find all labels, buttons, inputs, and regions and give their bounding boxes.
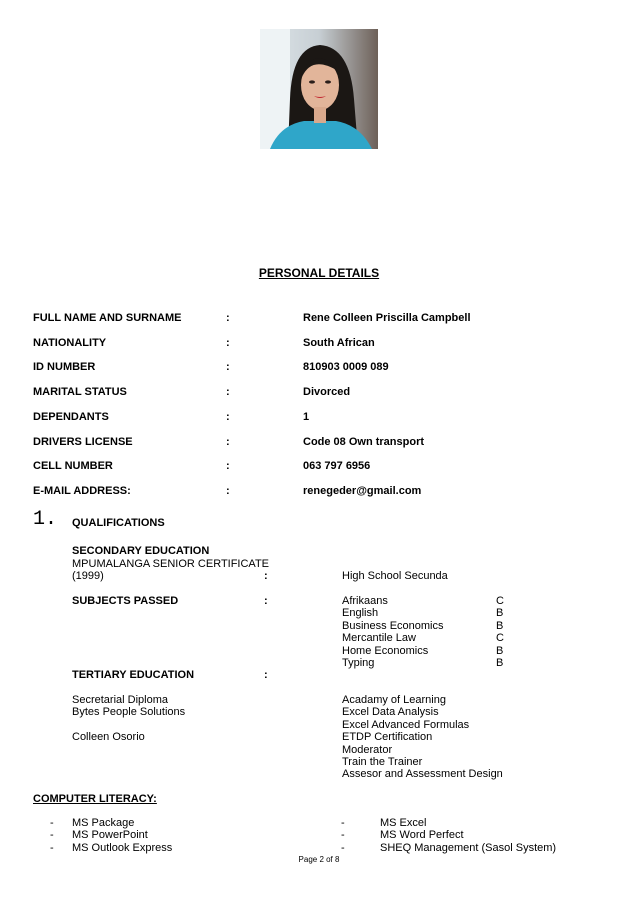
detail-colon: :: [226, 361, 230, 374]
detail-value: South African: [303, 336, 375, 349]
subject-name: English: [342, 607, 379, 620]
detail-row: [33, 460, 593, 474]
detail-label: DEPENDANTS: [33, 410, 109, 423]
detail-colon: :: [226, 460, 230, 473]
detail-row: [33, 436, 593, 450]
tertiary-course: ETDP Certification: [342, 731, 433, 744]
tertiary-education-heading: TERTIARY EDUCATION: [72, 669, 195, 681]
secondary-year: (1999): [72, 570, 104, 582]
subject-grade: B: [496, 644, 504, 657]
subject-grade: B: [496, 619, 504, 632]
page-title: PERSONAL DETAILS: [258, 266, 380, 280]
detail-label: MARITAL STATUS: [33, 386, 127, 399]
detail-colon: :: [226, 312, 230, 324]
detail-value: Code 08 Own transport: [303, 435, 425, 448]
detail-value: renegeder@gmail.com: [303, 484, 422, 497]
skill-item: SHEQ Management (Sasol System): [380, 841, 557, 854]
skill-item: MS PowerPoint: [72, 829, 148, 842]
detail-colon: :: [226, 336, 230, 349]
tertiary-institution: Colleen Osorio: [72, 731, 145, 744]
page-footer: Page 2 of 8: [298, 855, 340, 864]
detail-value: 063 797 6956: [303, 460, 371, 473]
subject-name: Business Economics: [342, 619, 444, 632]
skill-item: MS Word Perfect: [380, 829, 464, 842]
detail-value: 810903 0009 089: [303, 361, 389, 374]
subject-grade: B: [496, 657, 504, 669]
subject-name: Afrikaans: [342, 595, 388, 607]
section-number: 1.: [33, 508, 58, 531]
detail-label: CELL NUMBER: [33, 460, 113, 473]
detail-row: [33, 485, 593, 499]
detail-label: NATIONALITY: [33, 336, 107, 349]
secondary-certificate: MPUMALANGA SENIOR CERTIFICATE: [72, 558, 270, 570]
detail-row: [33, 386, 593, 400]
subject-grade: C: [496, 595, 504, 607]
detail-label: ID NUMBER: [33, 361, 96, 374]
detail-row: [33, 312, 593, 326]
bullet-dash: -: [50, 817, 54, 829]
tertiary-colon: :: [264, 669, 268, 681]
tertiary-course: Train the Trainer: [342, 756, 423, 768]
subject-name: Mercantile Law: [342, 632, 416, 645]
subject-name: Typing: [342, 657, 375, 669]
detail-colon: :: [226, 435, 230, 448]
detail-colon: :: [226, 484, 230, 497]
bullet-dash: -: [50, 841, 54, 854]
tertiary-institution: Bytes People Solutions: [72, 706, 186, 719]
detail-colon: :: [226, 410, 230, 423]
tertiary-course: Assesor and Assessment Design: [342, 768, 503, 781]
tertiary-course: Moderator: [342, 743, 393, 756]
qualifications-heading: QUALIFICATIONS: [72, 517, 165, 529]
tertiary-course: Acadamy of Learning: [342, 694, 446, 706]
skill-item: MS Outlook Express: [72, 841, 173, 854]
subjects-colon: :: [264, 595, 268, 607]
bullet-dash: -: [341, 817, 345, 829]
detail-label: DRIVERS LICENSE: [33, 435, 133, 448]
subject-grade: B: [496, 607, 504, 620]
skill-item: MS Package: [72, 817, 135, 829]
bullet-dash: -: [341, 841, 345, 854]
skill-item: MS Excel: [380, 817, 427, 829]
detail-row: [33, 361, 593, 375]
computer-literacy-heading: COMPUTER LITERACY:: [33, 793, 157, 805]
subject-name: Home Economics: [342, 644, 429, 657]
tertiary-institution: Secretarial Diploma: [72, 694, 168, 706]
detail-row: [33, 337, 593, 351]
detail-row: [33, 411, 593, 425]
tertiary-course: Excel Data Analysis: [342, 706, 439, 719]
detail-label: FULL NAME AND SURNAME: [33, 312, 182, 324]
secondary-school: High School Secunda: [342, 570, 448, 582]
bullet-dash: -: [50, 829, 54, 842]
detail-value: Divorced: [303, 386, 351, 399]
subjects-heading: SUBJECTS PASSED: [72, 595, 179, 607]
detail-value: 1: [303, 410, 310, 423]
tertiary-course: Excel Advanced Formulas: [342, 718, 470, 731]
detail-value: Rene Colleen Priscilla Campbell: [303, 312, 471, 324]
secondary-education-heading: SECONDARY EDUCATION: [72, 545, 210, 557]
detail-label: E-MAIL ADDRESS:: [33, 484, 131, 497]
bullet-dash: -: [341, 829, 345, 842]
subject-grade: C: [496, 632, 504, 645]
secondary-colon: :: [264, 570, 268, 582]
detail-colon: :: [226, 386, 230, 399]
profile-photo: [260, 29, 378, 149]
